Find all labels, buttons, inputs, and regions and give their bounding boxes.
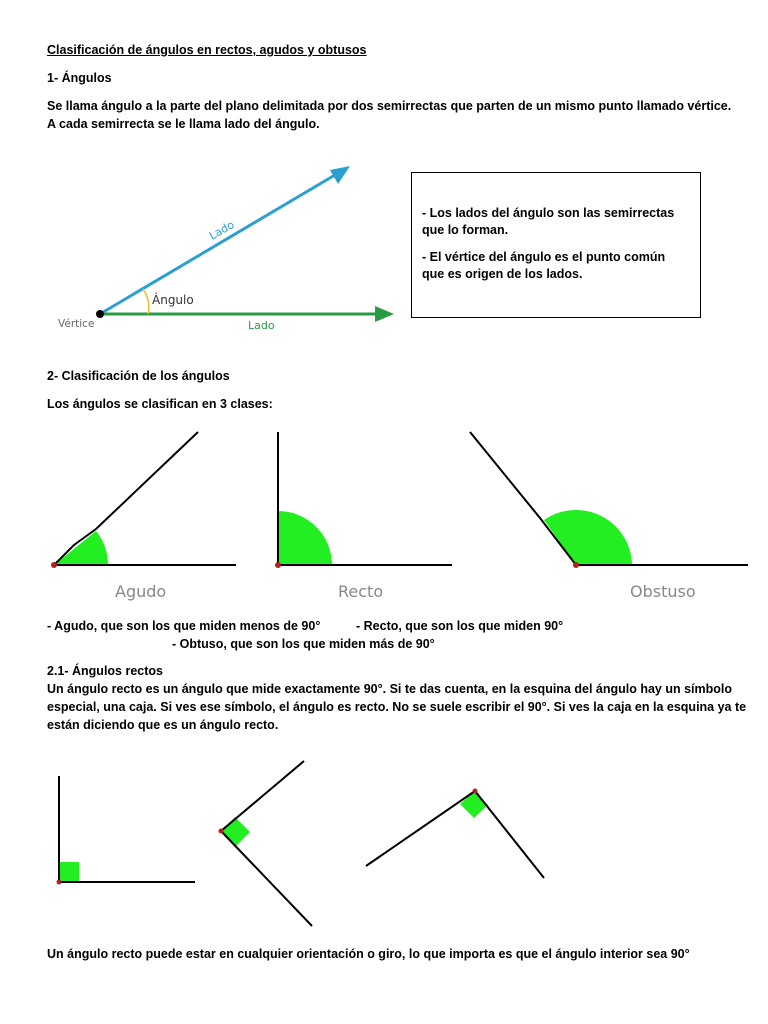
right-angle-box-2 (221, 817, 250, 846)
vertex-point (96, 310, 104, 318)
right-angle-3-right (475, 791, 544, 878)
section-2-1-line-3: están diciendo que es un ángulo recto. (47, 718, 279, 732)
lower-side-label: Lado (248, 319, 275, 332)
section-2-1-line-2: especial, una caja. Si ves ese símbolo, el ángulo es recto. No se suele escribir el 90°. Si ves la caja en la esquina ya te (47, 700, 747, 714)
definition-right: - Recto, que son los que miden 90° (356, 619, 564, 633)
right-angle-2-lower (221, 831, 312, 926)
right-angle-2-vertex (219, 829, 224, 834)
section-2-1-line-1: Un ángulo recto es un ángulo que mide exactamente 90°. Si te das cuenta, en la esquina del ángulo hay un símbolo (47, 682, 733, 696)
upper-side-arrowhead (330, 166, 350, 184)
definition-obtuse: - Obtuso, que son los que miden más de 90° (172, 637, 435, 651)
acute-angle-fill (54, 531, 108, 565)
upper-side-label: Lado (207, 218, 237, 243)
footer-note: Un ángulo recto puede estar en cualquier orientación o giro, lo que importa es que el ángulo interior sea 90° (47, 947, 690, 961)
definition-acute: - Agudo, que son los que miden menos de 90° (47, 619, 321, 633)
section-2-intro: Los ángulos se clasifican en 3 clases: (47, 397, 273, 411)
section-1-line-2: A cada semirrecta se le llama lado del ángulo. (47, 117, 320, 131)
section-2-heading: 2- Clasificación de los ángulos (47, 369, 230, 383)
info-box-item-2: - El vértice del ángulo es el punto común que es origen de los lados. (422, 250, 666, 281)
acute-angle-side (54, 432, 198, 565)
vertex-label: Vértice (58, 318, 95, 330)
right-label: Recto (338, 582, 384, 601)
right-vertex (275, 562, 281, 568)
right-angle-orientations-diagram (57, 761, 545, 926)
right-angle-box-3 (460, 791, 488, 818)
info-box-item-1: - Los lados del ángulo son las semirrectas que lo forman. (422, 206, 675, 237)
right-angle-2-upper (221, 761, 304, 831)
angle-types-diagram (51, 432, 748, 601)
obtuse-angle-fill (544, 510, 632, 565)
lower-side-arrowhead (375, 306, 394, 322)
right-angle-3-left (366, 791, 475, 866)
angle-label: Ángulo (152, 293, 194, 307)
info-box (411, 172, 701, 318)
section-2-1-heading: 2.1- Ángulos rectos (47, 664, 163, 678)
right-angle-fill (278, 511, 332, 565)
page-title: Clasificación de ángulos en rectos, agudos y obtusos (47, 43, 367, 57)
section-1-heading: 1- Ángulos (47, 71, 112, 85)
right-angle-3-vertex (473, 789, 478, 794)
obtuse-vertex (573, 562, 579, 568)
acute-vertex (51, 562, 57, 568)
angle-arc (143, 289, 149, 314)
right-angle-box-1 (59, 862, 79, 882)
obtuse-label: Obstuso (630, 582, 696, 601)
obtuse-angle-side (470, 432, 576, 565)
upper-side-ray (100, 172, 340, 314)
acute-label: Agudo (115, 582, 167, 601)
section-1-line-1: Se llama ángulo a la parte del plano delimitada por dos semirrectas que parten de un mismo punto llamado vértice. (47, 99, 732, 113)
right-angle-1-vertex (57, 880, 62, 885)
angle-parts-diagram (58, 166, 394, 332)
